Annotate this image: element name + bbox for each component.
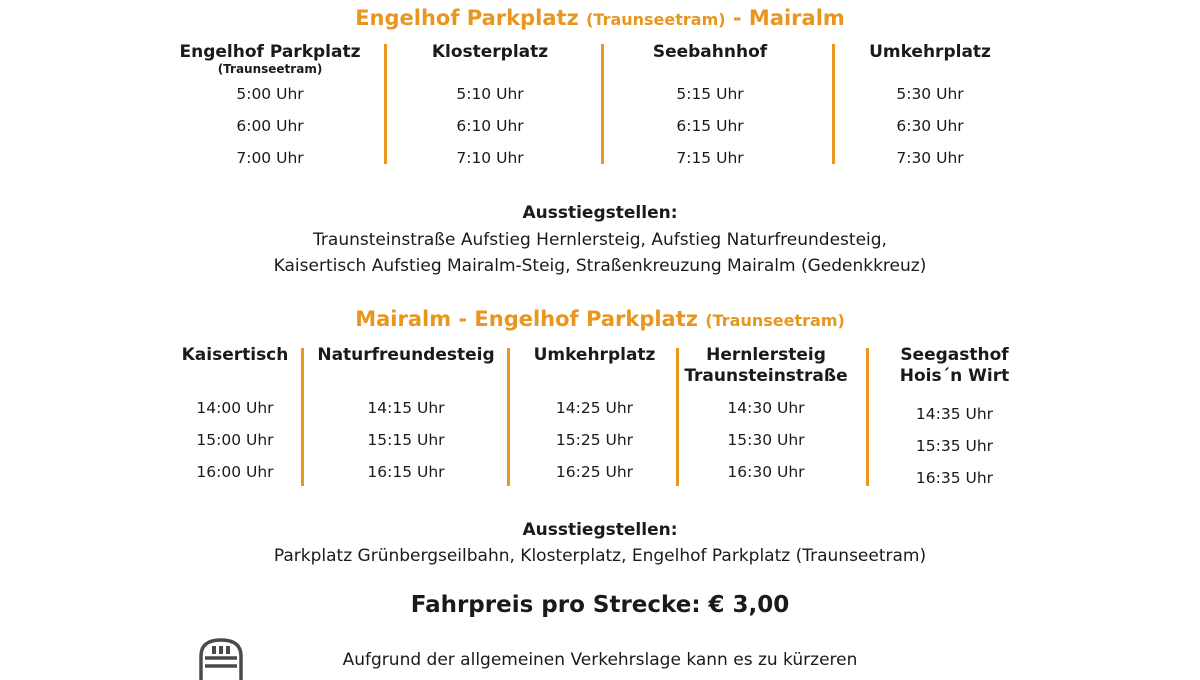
section2-stop-column: [872, 345, 1037, 494]
stop-name: Kaisertisch: [181, 345, 289, 365]
departure-time: 7:10 Uhr: [456, 149, 524, 167]
section1-stop-column: [170, 42, 370, 174]
stop-name: Naturfreundesteig: [317, 345, 495, 365]
departure-time: 16:00 Uhr: [196, 463, 274, 481]
section2-stop-column: [308, 345, 504, 488]
column-divider: [507, 348, 510, 486]
section2-title-paren: (Traunseetram): [705, 311, 845, 330]
departure-time: 6:15 Uhr: [676, 117, 744, 135]
stop-name: Umkehrplatz: [869, 42, 991, 62]
section2-stop-column: [170, 345, 300, 488]
departure-time: 16:30 Uhr: [727, 463, 805, 481]
section1-title-paren: (Traunseetram): [586, 10, 726, 29]
column-divider: [601, 44, 604, 164]
departure-time: 6:10 Uhr: [456, 117, 524, 135]
section1-stop-column: [395, 42, 585, 174]
departure-time: 5:10 Uhr: [456, 85, 524, 103]
stop-name: Seebahnhof: [652, 42, 768, 62]
departure-time: 5:30 Uhr: [896, 85, 964, 103]
departure-time: 6:00 Uhr: [236, 117, 304, 135]
stop-name-line2: Traunsteinstraße: [684, 366, 848, 386]
section2-title: [0, 307, 1200, 331]
stop-name: Umkehrplatz: [533, 345, 656, 365]
departure-time: 14:15 Uhr: [367, 399, 445, 417]
fare-text: Fahrpreis pro Strecke: € 3,00: [410, 592, 790, 618]
departure-time: 15:00 Uhr: [196, 431, 274, 449]
section2-ausstieg-line: Parkplatz Grünbergseilbahn, Klosterplatz, Engelhof Parkplatz (Traunseetram): [273, 546, 927, 566]
stop-name-line2: Hois´n Wirt: [899, 366, 1010, 386]
departure-time: 14:00 Uhr: [196, 399, 274, 417]
column-divider: [384, 44, 387, 164]
section2-ausstieg-label: Ausstiegstellen:: [522, 520, 678, 540]
stop-name: Klosterplatz: [431, 42, 549, 62]
notice-text: Aufgrund der allgemeinen Verkehrslage kann es zu kürzeren: [342, 650, 858, 670]
section2-stop-column: [512, 345, 677, 488]
departure-time: 5:00 Uhr: [236, 85, 304, 103]
departure-time: 5:15 Uhr: [676, 85, 744, 103]
section1-ausstieg-line: Kaisertisch Aufstieg Mairalm-Steig, Straßenkreuzung Mairalm (Gedenkkreuz): [273, 256, 927, 276]
departure-time: 14:35 Uhr: [915, 405, 994, 423]
section1-title-tail: - Mairalm: [732, 6, 845, 30]
section2-title-main: Mairalm - Engelhof Parkplatz: [355, 307, 698, 331]
section1-stop-column: [835, 42, 1025, 174]
section1-title-main: Engelhof Parkplatz: [355, 6, 579, 30]
departure-time: 7:15 Uhr: [676, 149, 744, 167]
column-divider: [301, 348, 304, 486]
stop-name: Engelhof Parkplatz: [179, 42, 361, 62]
stop-subname: (Traunseetram): [217, 62, 323, 76]
column-divider: [676, 348, 679, 486]
departure-time: 15:35 Uhr: [915, 437, 994, 455]
departure-time: 15:15 Uhr: [367, 431, 445, 449]
stop-name: Hernlersteig: [706, 345, 826, 365]
departure-time: 14:25 Uhr: [555, 399, 634, 417]
departure-time: 15:30 Uhr: [727, 431, 805, 449]
departure-time: 16:15 Uhr: [367, 463, 445, 481]
departure-time: 15:25 Uhr: [555, 431, 634, 449]
departure-time: 16:25 Uhr: [555, 463, 634, 481]
departure-time: 16:35 Uhr: [915, 469, 994, 487]
departure-time: 7:30 Uhr: [896, 149, 964, 167]
stop-name: Seegasthof: [900, 345, 1009, 365]
section1-ausstieg-line: Traunsteinstraße Aufstieg Hernlersteig, Aufstieg Naturfreundesteig,: [313, 230, 887, 250]
section1-stop-column: [615, 42, 805, 174]
departure-time: 6:30 Uhr: [896, 117, 964, 135]
section2-stop-column: [682, 345, 850, 488]
section1-ausstieg-label: Ausstiegstellen:: [522, 203, 678, 223]
departure-time: 14:30 Uhr: [727, 399, 805, 417]
section1-title: [0, 6, 1200, 30]
column-divider: [866, 348, 869, 486]
departure-time: 7:00 Uhr: [236, 149, 304, 167]
